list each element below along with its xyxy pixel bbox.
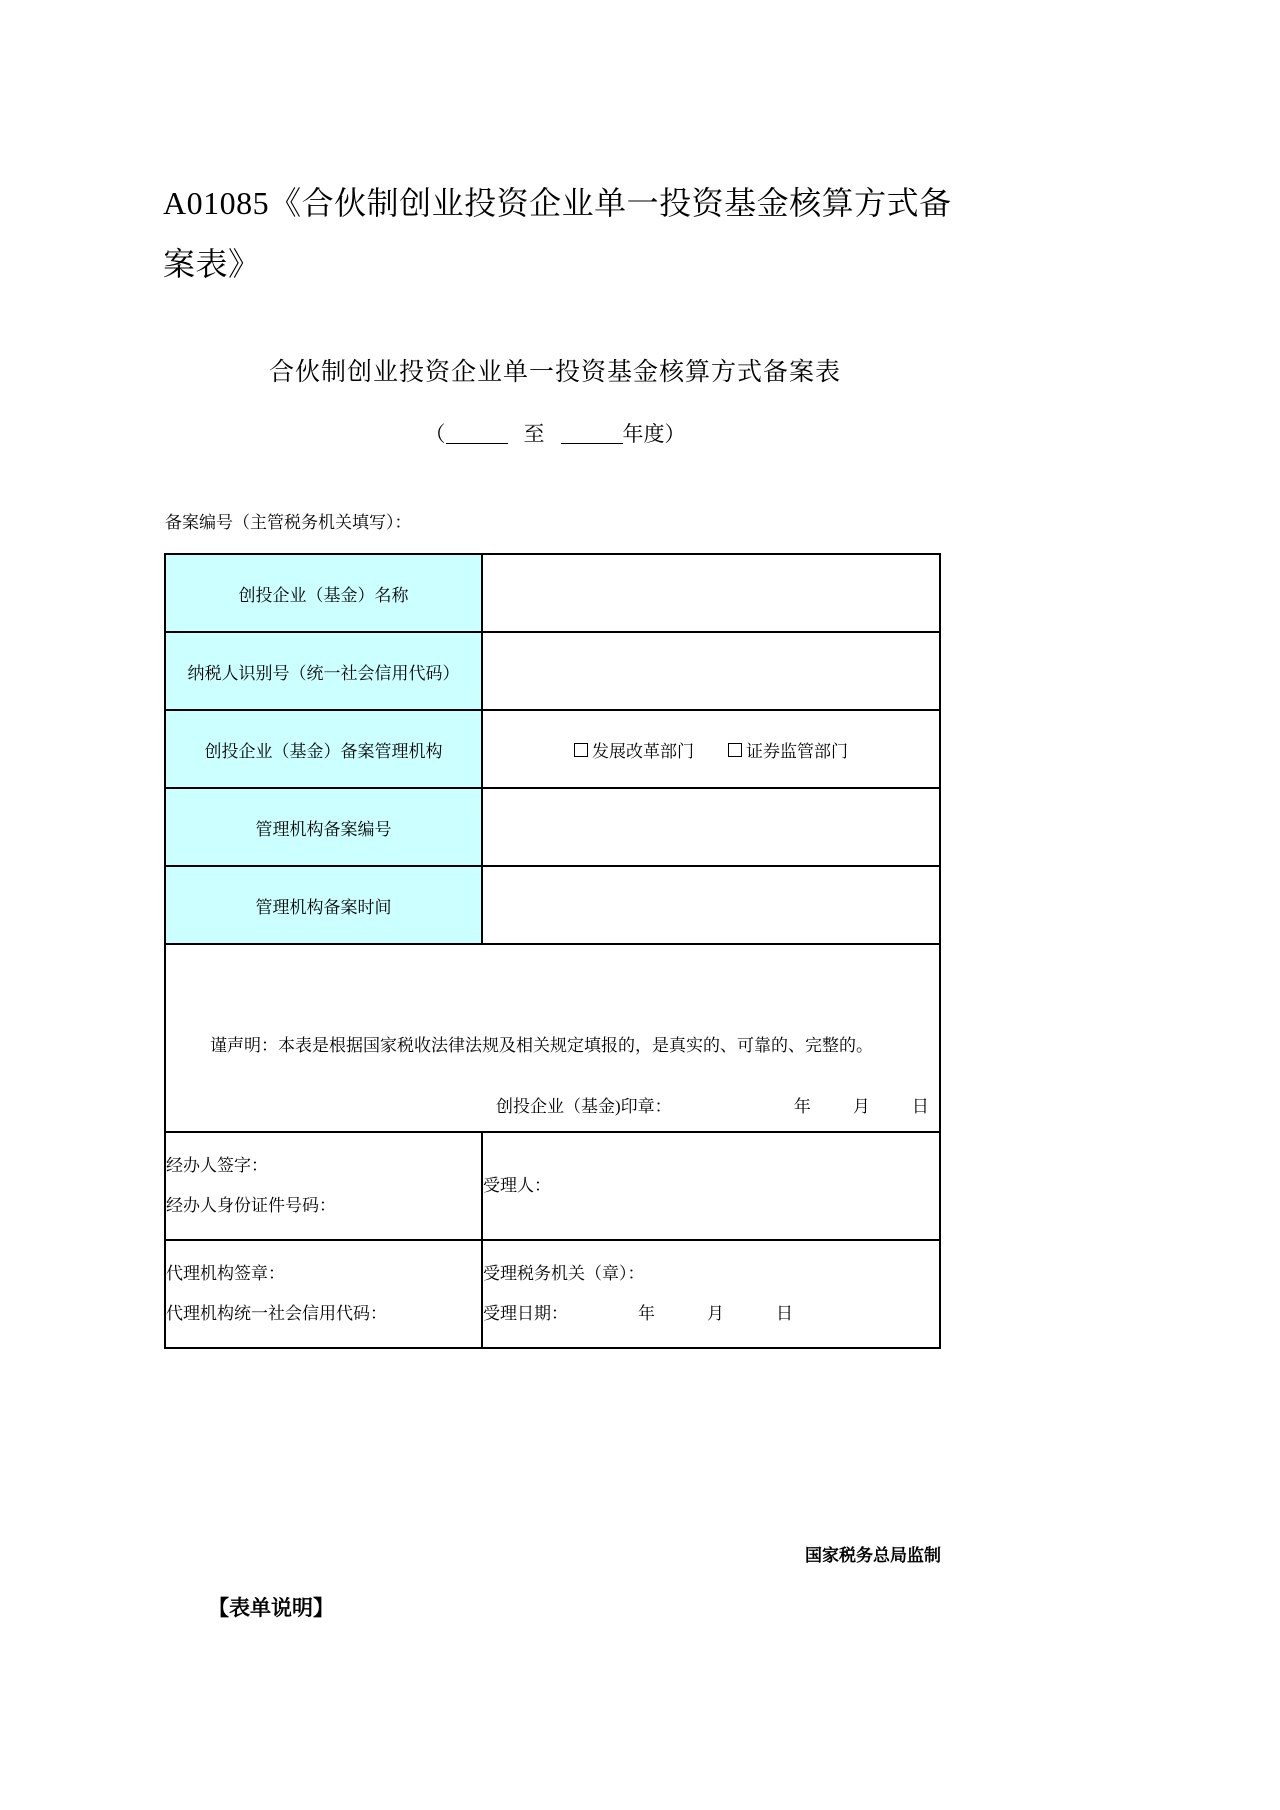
value-authority-record-time[interactable]: [482, 866, 940, 944]
declaration-cell: [165, 944, 940, 1132]
accept-date-month: 月: [707, 1304, 724, 1323]
issuer-footer: 国家税务总局监制: [805, 1546, 941, 1565]
checkbox-securities-regulator-icon[interactable]: [728, 743, 742, 757]
signature-cell-left-bottom: [165, 1240, 482, 1348]
label-authority-record-no: 管理机构备案编号: [165, 788, 482, 866]
form-title: 合伙制创业投资企业单一投资基金核算方式备案表: [268, 358, 841, 386]
accept-date-day: 日: [776, 1304, 793, 1323]
form-period-line: [0, 418, 1110, 448]
period-suffix: 年度）: [622, 422, 686, 446]
form-table-wrapper: [164, 553, 941, 1349]
table-row: [165, 554, 940, 632]
declaration-text: 谨声明：本表是根据国家税收法律法规及相关规定填报的，是真实的、可靠的、完整的。: [210, 1036, 873, 1056]
period-open-paren: （: [424, 422, 446, 446]
checkbox-group-authority: [483, 737, 939, 762]
checkbox-label-securities-regulator[interactable]: 证券监管部门: [746, 741, 848, 761]
declaration-seal-line: [166, 1092, 939, 1117]
declaration-date[interactable]: [794, 1097, 929, 1116]
value-taxpayer-id[interactable]: [482, 632, 940, 710]
signature-row: [165, 1132, 940, 1240]
value-fund-name[interactable]: [482, 554, 940, 632]
label-operator-signature[interactable]: 经办人签字：: [166, 1156, 268, 1176]
table-row: [165, 788, 940, 866]
form-table: [164, 553, 941, 1349]
declaration-row: [165, 944, 940, 1132]
label-record-authority: 创投企业（基金）备案管理机构: [165, 710, 482, 788]
label-authority-record-time: 管理机构备案时间: [165, 866, 482, 944]
checkbox-development-reform-icon[interactable]: [574, 743, 588, 757]
label-acceptor[interactable]: 受理人：: [483, 1176, 551, 1196]
table-row: [165, 632, 940, 710]
label-agency-seal[interactable]: 代理机构签章：: [166, 1264, 285, 1284]
seal-label: 创投企业（基金)印章：: [496, 1097, 672, 1116]
label-accept-date: 受理日期：: [483, 1304, 568, 1323]
label-operator-id-number[interactable]: 经办人身份证件号码：: [166, 1196, 336, 1215]
label-agency-credit-code[interactable]: 代理机构统一社会信用代码：: [166, 1304, 387, 1323]
table-row: [165, 710, 940, 788]
signature-cell-left-top: [165, 1132, 482, 1240]
form-instruction-heading: 【表单说明】: [208, 1597, 334, 1620]
declaration-date-year: 年: [793, 1097, 811, 1116]
table-row: [165, 866, 940, 944]
label-taxpayer-id: 纳税人识别号（统一社会信用代码）: [165, 632, 482, 710]
checkbox-label-development-reform[interactable]: 发展改革部门: [592, 741, 694, 761]
value-authority-record-no[interactable]: [482, 788, 940, 866]
document-heading: A01085《合伙制创业投资企业单一投资基金核算方式备案表》: [163, 185, 952, 283]
period-start-blank[interactable]: [446, 443, 508, 444]
label-accepting-tax-authority[interactable]: 受理税务机关（章）：: [483, 1264, 645, 1284]
label-fund-name: 创投企业（基金）名称: [165, 554, 482, 632]
declaration-date-day: 日: [911, 1097, 929, 1116]
value-record-authority: [482, 710, 940, 788]
declaration-date-month: 月: [852, 1097, 870, 1116]
signature-cell-right-top: [482, 1132, 940, 1240]
accept-date-year: 年: [638, 1304, 655, 1323]
period-end-blank[interactable]: [561, 443, 623, 444]
signature-row: [165, 1240, 940, 1348]
record-number-label: 备案编号（主管税务机关填写）：: [165, 513, 412, 532]
period-middle-label: 至: [523, 422, 545, 446]
accept-date-line[interactable]: [483, 1294, 939, 1334]
signature-cell-right-bottom: [482, 1240, 940, 1348]
